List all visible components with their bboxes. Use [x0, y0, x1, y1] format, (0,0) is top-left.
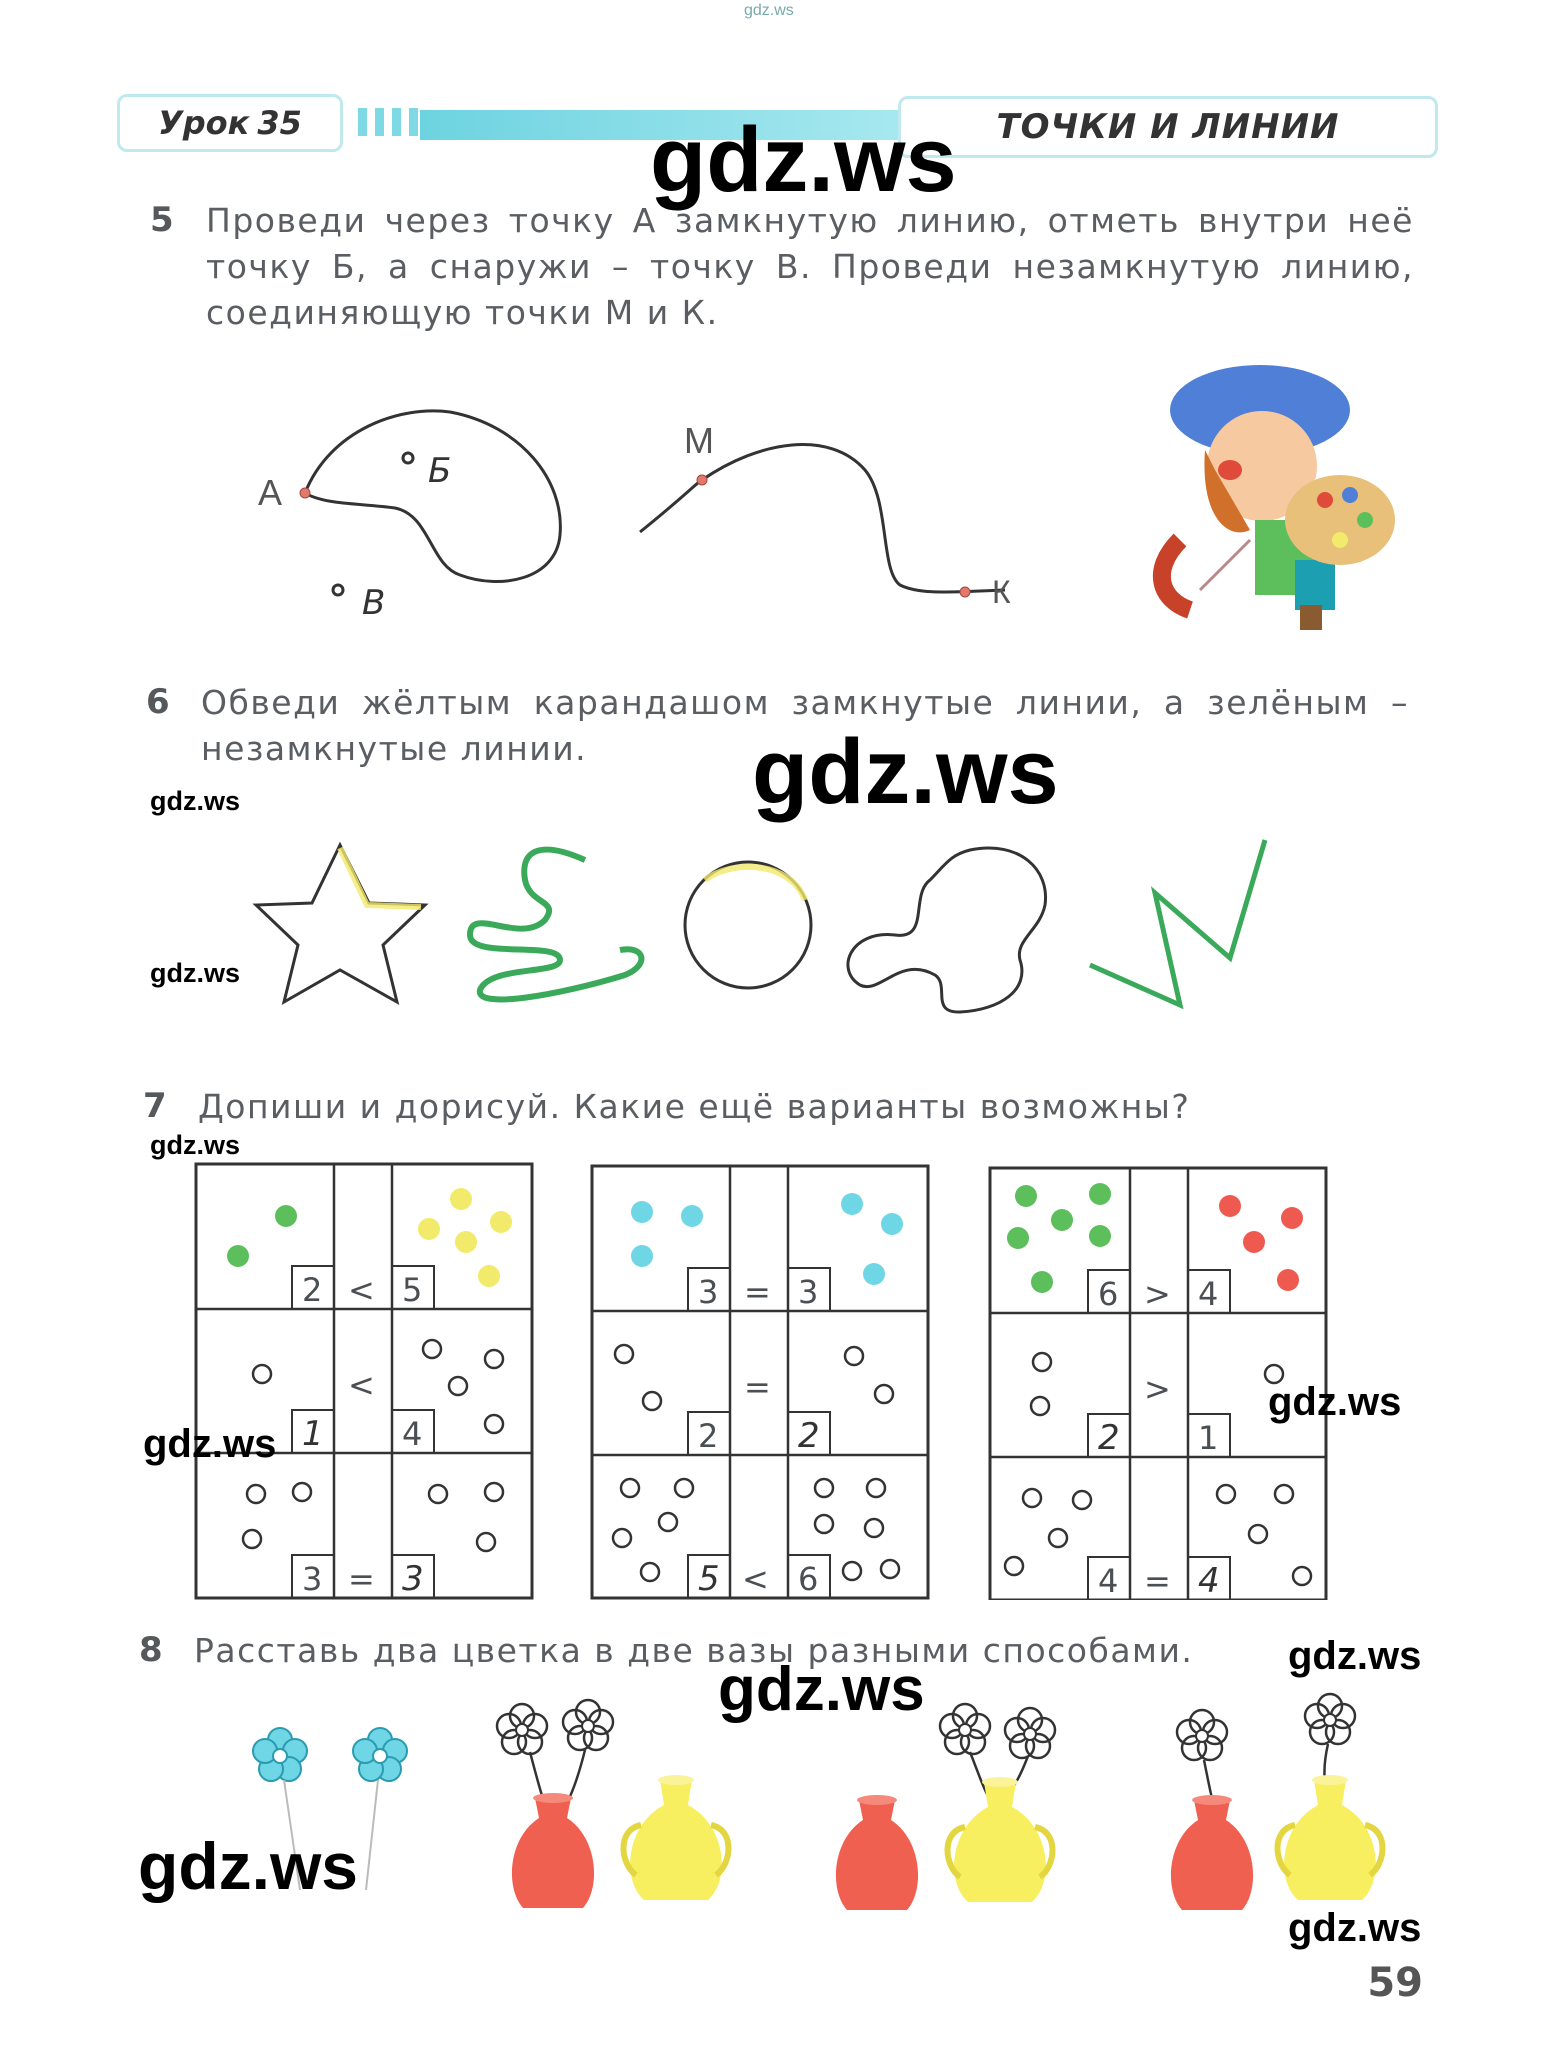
svg-text:6: 6: [1098, 1275, 1119, 1313]
star-shape: [256, 845, 425, 1002]
watermark-2: gdz.ws: [752, 721, 1059, 823]
label-m: М: [684, 420, 714, 461]
task8-text: Расставь два цветка в две вазы разными способами.: [194, 1631, 1194, 1670]
svg-text:3: 3: [698, 1273, 719, 1311]
svg-text:6: 6: [798, 1560, 819, 1598]
svg-text:=: =: [348, 1560, 375, 1598]
point-a: [300, 488, 310, 498]
svg-text:<: <: [348, 1271, 375, 1309]
open-line: [640, 445, 1005, 592]
label-a: А: [258, 472, 283, 513]
svg-text:4: 4: [1198, 1561, 1220, 1600]
svg-text:=: =: [1144, 1562, 1171, 1600]
task6-text: Обведи жёлтым карандашом замкнутые линии, а зелёным – незамкнутые линии.: [201, 683, 1409, 768]
watermark-6: gdz.ws: [143, 1422, 277, 1466]
task6-number: 6: [146, 682, 170, 722]
table-1: [196, 1164, 532, 1599]
watermark-4: gdz.ws: [150, 958, 241, 988]
task5-number: 5: [150, 200, 174, 240]
svg-text:3: 3: [402, 1559, 424, 1599]
vases-group-2: [836, 1704, 1055, 1910]
svg-text:2: 2: [1098, 1418, 1120, 1458]
top-watermark: gdz.ws: [744, 2, 794, 19]
vases-group-3: [1171, 1694, 1383, 1910]
svg-text:4: 4: [1098, 1562, 1119, 1600]
watermark-7: gdz.ws: [1268, 1380, 1402, 1424]
watermark-9: gdz.ws: [718, 1655, 925, 1724]
lesson-number: 35: [257, 104, 302, 142]
table-2: [592, 1166, 928, 1599]
point-m: [697, 475, 707, 485]
point-b: [403, 453, 413, 463]
svg-text:5: 5: [402, 1271, 423, 1309]
svg-text:2: 2: [798, 1416, 820, 1456]
blob-shape: [848, 848, 1046, 1012]
task7-number: 7: [143, 1086, 167, 1126]
svg-text:<: <: [742, 1560, 769, 1598]
svg-text:3: 3: [798, 1273, 819, 1311]
task7-text: Допиши и дорисуй. Какие ещё варианты возможны?: [198, 1087, 1191, 1126]
svg-text:2: 2: [302, 1271, 323, 1309]
svg-text:1: 1: [1198, 1419, 1219, 1457]
svg-text:4: 4: [402, 1415, 423, 1453]
svg-text:4: 4: [1198, 1275, 1219, 1313]
svg-text:<: <: [348, 1366, 375, 1404]
svg-text:=: =: [744, 1273, 771, 1311]
svg-text:>: >: [1144, 1370, 1171, 1408]
closed-line: [305, 411, 560, 582]
zigzag-shape: [1090, 840, 1265, 1005]
painter-boy-illustration: [1162, 365, 1395, 630]
watermark-11: gdz.ws: [1288, 1906, 1422, 1950]
watermark-1: gdz.ws: [650, 109, 957, 211]
task8-number: 8: [139, 1630, 163, 1670]
label-b: Б: [428, 451, 452, 491]
vases-group-1: [497, 1700, 729, 1908]
svg-text:5: 5: [698, 1559, 720, 1599]
lesson-word: Урок: [158, 104, 250, 142]
task5-text: Проведи через точку А замкнутую линию, отметь внутри неё точку Б, а снаружи – точку В. Проведи незамкнутую линию, соединяющую точки М и К.: [206, 201, 1414, 332]
svg-text:3: 3: [302, 1560, 323, 1598]
svg-text:=: =: [744, 1368, 771, 1406]
watermark-3: gdz.ws: [150, 786, 241, 816]
svg-text:2: 2: [698, 1417, 719, 1455]
point-v: [333, 585, 343, 595]
page-number: 59: [1367, 1960, 1423, 2006]
lesson-topic: ТОЧКИ И ЛИНИИ: [898, 96, 1438, 158]
label-k: К: [992, 574, 1011, 610]
wave-shape: [470, 850, 641, 1000]
watermark-10: gdz.ws: [138, 1829, 359, 1903]
comparison-tables: [190, 1160, 1340, 1600]
watermark-5: gdz.ws: [150, 1130, 241, 1160]
svg-text:1: 1: [302, 1414, 324, 1454]
point-k: [960, 587, 970, 597]
label-v: В: [362, 583, 386, 623]
watermark-8: gdz.ws: [1288, 1634, 1422, 1678]
svg-text:>: >: [1144, 1275, 1171, 1313]
